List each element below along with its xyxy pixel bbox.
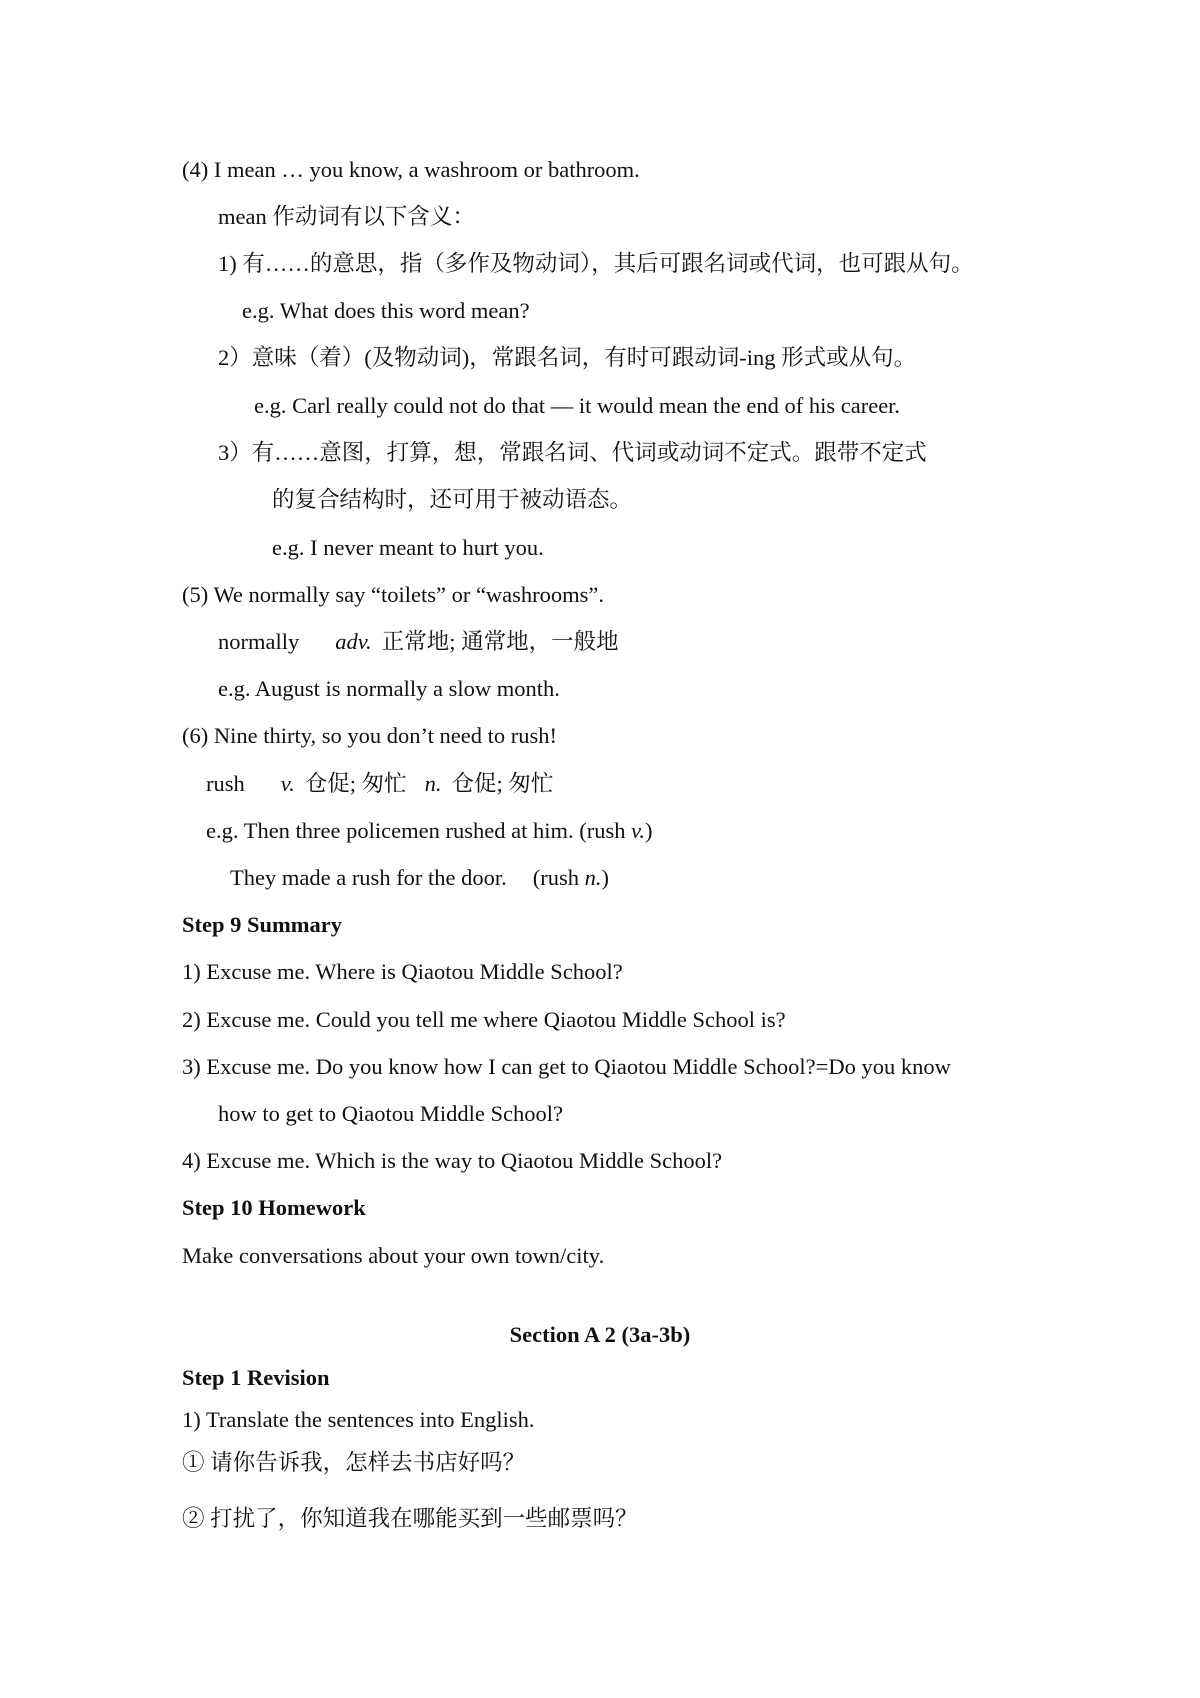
- item4-intro: mean 作动词有以下含义：: [218, 204, 475, 229]
- item4-example-1: e.g. What does this word mean?: [242, 298, 530, 323]
- item6-example-2: [230, 864, 609, 892]
- step1-question-2: ② 打扰了，你知道我在哪能买到一些邮票吗？: [182, 1506, 638, 1531]
- section-title: Section A 2 (3a-3b): [509, 1322, 691, 1347]
- item5-vocab-line: [218, 628, 619, 656]
- step1-question-1: ① 请你告诉我，怎样去书店好吗？: [182, 1450, 526, 1475]
- item6-word: rush: [206, 771, 245, 796]
- item6-example-1-text: e.g. Then three policemen rushed at him. (rush: [206, 818, 632, 843]
- item5-example: e.g. August is normally a slow month.: [218, 676, 560, 701]
- item6-example-2-close: ): [601, 865, 610, 890]
- item6-example-2-paren: (rush: [532, 865, 585, 890]
- item6-example-2-pos: n.: [584, 865, 602, 890]
- step9-sentence-3-cont: how to get to Qiaotou Middle School?: [218, 1101, 563, 1126]
- item4-heading: (4) I mean … you know, a washroom or bathroom.: [182, 157, 640, 182]
- step10-title: Step 10 Homework: [182, 1195, 366, 1220]
- step9-sentence-1: 1) Excuse me. Where is Qiaotou Middle School?: [182, 959, 623, 984]
- step9-title: Step 9 Summary: [182, 912, 343, 937]
- step9-sentence-4: 4) Excuse me. Which is the way to Qiaotou Middle School?: [182, 1148, 723, 1173]
- item5-heading: (5) We normally say “toilets” or “washrooms”.: [182, 582, 605, 607]
- item5-word: normally: [218, 629, 300, 654]
- item6-pos-noun: n.: [424, 771, 442, 796]
- item4-meaning-1: 1) 有……的意思，指（多作及物动词），其后可跟名词或代词，也可跟从句。: [218, 251, 974, 276]
- item6-example-1: [206, 817, 653, 845]
- step9-sentence-3: 3) Excuse me. Do you know how I can get to Qiaotou Middle School?=Do you know: [182, 1054, 951, 1079]
- item4-example-3: e.g. I never meant to hurt you.: [272, 535, 544, 560]
- item4-example-2: e.g. Carl really could not do that — it would mean the end of his career.: [254, 393, 901, 418]
- item4-meaning-3: 3）有……意图，打算，想，常跟名词、代词或动词不定式。跟带不定式: [218, 440, 927, 465]
- step1-title: Step 1 Revision: [182, 1365, 330, 1390]
- item6-meaning-noun: 仓促; 匆忙: [451, 771, 554, 796]
- item6-example-1-pos: v.: [631, 818, 646, 843]
- item6-example-1-close: ): [645, 818, 653, 843]
- step10-text: Make conversations about your own town/city.: [182, 1243, 605, 1268]
- item5-pos: adv.: [335, 629, 372, 654]
- step1-instruction: 1) Translate the sentences into English.: [182, 1407, 535, 1432]
- item5-meaning: 正常地; 通常地，一般地: [381, 629, 619, 654]
- item6-meaning-verb: 仓促; 匆忙: [304, 771, 407, 796]
- item6-pos-verb: v.: [280, 771, 295, 796]
- item4-meaning-3-cont: 的复合结构时，还可用于被动语态。: [272, 487, 633, 512]
- item6-vocab-line: [206, 770, 553, 798]
- item4-meaning-2: 2）意味（着）(及物动词)，常跟名词，有时可跟动词-ing 形式或从句。: [218, 345, 917, 370]
- step9-sentence-2: 2) Excuse me. Could you tell me where Qiaotou Middle School is?: [182, 1007, 786, 1032]
- item6-example-2-text: They made a rush for the door.: [230, 865, 507, 890]
- item6-heading: (6) Nine thirty, so you don’t need to rush!: [182, 723, 557, 748]
